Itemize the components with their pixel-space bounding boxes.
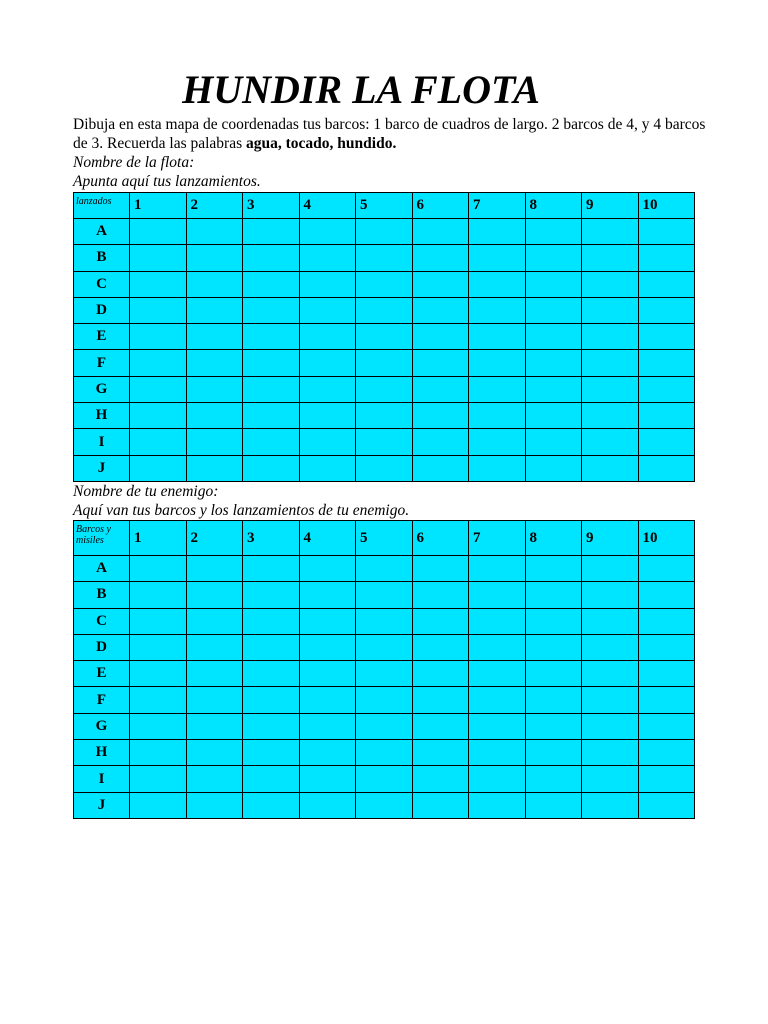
grid-cell[interactable] <box>638 661 695 687</box>
row-header: G <box>74 713 130 739</box>
grid-cell[interactable] <box>638 324 695 350</box>
grid-cell[interactable] <box>243 661 300 687</box>
row-header: D <box>74 297 130 323</box>
grid-cell[interactable] <box>186 634 243 660</box>
grid-cell[interactable] <box>525 687 582 713</box>
grid-cell[interactable] <box>469 713 526 739</box>
grid-cell[interactable] <box>412 429 469 455</box>
column-header: 8 <box>525 193 582 219</box>
grid-cell[interactable] <box>356 245 413 271</box>
grid-cell[interactable] <box>525 455 582 481</box>
grid-cell[interactable] <box>582 324 639 350</box>
grid-cell[interactable] <box>582 455 639 481</box>
column-header: 4 <box>299 193 356 219</box>
grid-cell[interactable] <box>186 661 243 687</box>
shots-label: Apunta aquí tus lanzamientos. <box>73 173 261 190</box>
grid-cell[interactable] <box>412 766 469 792</box>
grid-cell[interactable] <box>186 740 243 766</box>
grid-cell[interactable] <box>582 297 639 323</box>
grid-cell[interactable] <box>412 740 469 766</box>
grid-row <box>74 582 695 608</box>
grid-cell[interactable] <box>356 271 413 297</box>
grid-cell[interactable] <box>186 792 243 818</box>
column-header: 10 <box>638 521 695 556</box>
instructions <box>73 115 723 153</box>
grid-cell[interactable] <box>412 582 469 608</box>
grid-cell[interactable] <box>412 376 469 402</box>
grid-cell[interactable] <box>638 376 695 402</box>
grid-cell[interactable] <box>356 713 413 739</box>
instructions-text: Dibuja en esta mapa de coordenadas tus barcos: 1 barco de cuadros de largo. 2 barcos de 4, y 4 barcos de 3. Recuerda las palabras <box>73 116 706 152</box>
grid-cell[interactable] <box>243 455 300 481</box>
grid-cell[interactable] <box>356 403 413 429</box>
grid-cell[interactable] <box>299 792 356 818</box>
grid-cell[interactable] <box>469 687 526 713</box>
grid-cell[interactable] <box>186 429 243 455</box>
grid-row <box>74 219 695 245</box>
grid-cell[interactable] <box>356 661 413 687</box>
grid-cell[interactable] <box>638 556 695 582</box>
grid-cell[interactable] <box>243 766 300 792</box>
grid-cell[interactable] <box>299 455 356 481</box>
grid-cell[interactable] <box>130 582 187 608</box>
grid-cell[interactable] <box>299 766 356 792</box>
grid-cell[interactable] <box>412 661 469 687</box>
grid-cell[interactable] <box>299 556 356 582</box>
header-row <box>74 521 695 556</box>
grid-cell[interactable] <box>525 713 582 739</box>
grid-cell[interactable] <box>356 687 413 713</box>
column-header: 9 <box>582 521 639 556</box>
grid-cell[interactable] <box>356 219 413 245</box>
grid-row <box>74 245 695 271</box>
grid-cell[interactable] <box>130 766 187 792</box>
grid-cell[interactable] <box>469 324 526 350</box>
grid-cell[interactable] <box>299 740 356 766</box>
grid-cell[interactable] <box>130 219 187 245</box>
grid-cell[interactable] <box>243 582 300 608</box>
grid-cell[interactable] <box>582 740 639 766</box>
grid-cell[interactable] <box>299 608 356 634</box>
row-header: F <box>74 687 130 713</box>
grid-cell[interactable] <box>469 455 526 481</box>
row-header: G <box>74 376 130 402</box>
row-header: C <box>74 271 130 297</box>
grid-row <box>74 740 695 766</box>
grid-cell[interactable] <box>243 324 300 350</box>
grid-cell[interactable] <box>469 766 526 792</box>
grid-cell[interactable] <box>582 219 639 245</box>
grid-cell[interactable] <box>356 766 413 792</box>
grid-cell[interactable] <box>469 634 526 660</box>
grid-cell[interactable] <box>412 324 469 350</box>
row-header: B <box>74 245 130 271</box>
grid-cell[interactable] <box>638 455 695 481</box>
grid-cell[interactable] <box>299 219 356 245</box>
grid-cell[interactable] <box>186 324 243 350</box>
grid-cell[interactable] <box>412 687 469 713</box>
row-header: E <box>74 661 130 687</box>
grid-cell[interactable] <box>412 634 469 660</box>
grid-cell[interactable] <box>186 271 243 297</box>
shots-grid <box>73 192 695 482</box>
grid-cell[interactable] <box>130 245 187 271</box>
grid-cell[interactable] <box>186 687 243 713</box>
grid-cell[interactable] <box>525 634 582 660</box>
grid-cell[interactable] <box>525 245 582 271</box>
grid-cell[interactable] <box>130 556 187 582</box>
grid-cell[interactable] <box>130 713 187 739</box>
grid-cell[interactable] <box>525 608 582 634</box>
grid-cell[interactable] <box>130 661 187 687</box>
grid-cell[interactable] <box>186 403 243 429</box>
grid-cell[interactable] <box>186 713 243 739</box>
grid-cell[interactable] <box>130 792 187 818</box>
grid-cell[interactable] <box>299 687 356 713</box>
grid-cell[interactable] <box>582 556 639 582</box>
ships-grid <box>73 520 695 819</box>
grid-cell[interactable] <box>186 219 243 245</box>
grid-cell[interactable] <box>582 376 639 402</box>
grid-cell[interactable] <box>243 403 300 429</box>
grid-cell[interactable] <box>525 766 582 792</box>
page-title: HUNDIR LA FLOTA <box>182 67 540 112</box>
grid-cell[interactable] <box>582 582 639 608</box>
grid-cell[interactable] <box>525 792 582 818</box>
grid-cell[interactable] <box>186 297 243 323</box>
grid-cell[interactable] <box>638 687 695 713</box>
column-header: 7 <box>469 521 526 556</box>
grid-cell[interactable] <box>469 740 526 766</box>
grid-row <box>74 713 695 739</box>
corner-label: lanzados <box>74 193 130 219</box>
grid-cell[interactable] <box>299 271 356 297</box>
grid-cell[interactable] <box>186 582 243 608</box>
grid-cell[interactable] <box>412 608 469 634</box>
column-header: 3 <box>243 521 300 556</box>
grid-cell[interactable] <box>186 245 243 271</box>
grid-cell[interactable] <box>356 740 413 766</box>
column-header: 3 <box>243 193 300 219</box>
grid-cell[interactable] <box>299 582 356 608</box>
grid-cell[interactable] <box>130 376 187 402</box>
grid-cell[interactable] <box>469 350 526 376</box>
grid-cell[interactable] <box>186 556 243 582</box>
grid-cell[interactable] <box>299 403 356 429</box>
grid-cell[interactable] <box>525 661 582 687</box>
row-header: A <box>74 219 130 245</box>
grid-cell[interactable] <box>130 455 187 481</box>
grid-row <box>74 350 695 376</box>
column-header: 5 <box>356 193 413 219</box>
grid-cell[interactable] <box>130 297 187 323</box>
grid-cell[interactable] <box>582 403 639 429</box>
grid-cell[interactable] <box>356 455 413 481</box>
grid-cell[interactable] <box>243 350 300 376</box>
row-header: H <box>74 403 130 429</box>
grid-cell[interactable] <box>243 713 300 739</box>
grid-cell[interactable] <box>638 297 695 323</box>
grid-row <box>74 687 695 713</box>
grid-cell[interactable] <box>582 713 639 739</box>
column-header: 10 <box>638 193 695 219</box>
grid-cell[interactable] <box>469 403 526 429</box>
grid-cell[interactable] <box>582 608 639 634</box>
grid-cell[interactable] <box>130 324 187 350</box>
grid-row <box>74 661 695 687</box>
row-header: H <box>74 740 130 766</box>
grid-cell[interactable] <box>130 271 187 297</box>
grid-cell[interactable] <box>412 403 469 429</box>
grid-cell[interactable] <box>130 687 187 713</box>
grid-cell[interactable] <box>638 582 695 608</box>
grid-cell[interactable] <box>299 661 356 687</box>
grid-cell[interactable] <box>638 634 695 660</box>
grid-cell[interactable] <box>356 582 413 608</box>
column-header: 7 <box>469 193 526 219</box>
grid-cell[interactable] <box>469 297 526 323</box>
grid-row <box>74 297 695 323</box>
grid-cell[interactable] <box>243 634 300 660</box>
grid-cell[interactable] <box>525 271 582 297</box>
grid-cell[interactable] <box>469 245 526 271</box>
grid-cell[interactable] <box>299 245 356 271</box>
grid-row <box>74 556 695 582</box>
column-header: 5 <box>356 521 413 556</box>
grid-row <box>74 429 695 455</box>
row-header: J <box>74 455 130 481</box>
grid-cell[interactable] <box>299 429 356 455</box>
grid-cell[interactable] <box>356 324 413 350</box>
grid-cell[interactable] <box>412 792 469 818</box>
grid-cell[interactable] <box>638 245 695 271</box>
grid-cell[interactable] <box>299 376 356 402</box>
grid-cell[interactable] <box>299 634 356 660</box>
grid-cell[interactable] <box>582 429 639 455</box>
column-header: 1 <box>130 521 187 556</box>
grid-cell[interactable] <box>469 271 526 297</box>
grid-cell[interactable] <box>186 608 243 634</box>
column-header: 8 <box>525 521 582 556</box>
grid-cell[interactable] <box>186 455 243 481</box>
grid-cell[interactable] <box>525 324 582 350</box>
row-header: J <box>74 792 130 818</box>
enemy-shots-label: Aquí van tus barcos y los lanzamientos de tu enemigo. <box>73 502 410 519</box>
grid-cell[interactable] <box>412 556 469 582</box>
column-header: 6 <box>412 521 469 556</box>
grid-cell[interactable] <box>469 429 526 455</box>
grid-cell[interactable] <box>582 766 639 792</box>
row-header: I <box>74 429 130 455</box>
grid-cell[interactable] <box>525 297 582 323</box>
grid-cell[interactable] <box>469 376 526 402</box>
grid-cell[interactable] <box>412 245 469 271</box>
grid-cell[interactable] <box>243 556 300 582</box>
grid-cell[interactable] <box>525 740 582 766</box>
grid-cell[interactable] <box>582 687 639 713</box>
grid-cell[interactable] <box>582 661 639 687</box>
grid-cell[interactable] <box>243 297 300 323</box>
grid-row <box>74 634 695 660</box>
grid-cell[interactable] <box>638 350 695 376</box>
grid-cell[interactable] <box>356 350 413 376</box>
grid-cell[interactable] <box>525 403 582 429</box>
grid-cell[interactable] <box>638 608 695 634</box>
header-row <box>74 193 695 219</box>
grid-cell[interactable] <box>638 766 695 792</box>
grid-cell[interactable] <box>582 350 639 376</box>
grid-cell[interactable] <box>130 350 187 376</box>
column-header: 6 <box>412 193 469 219</box>
grid-cell[interactable] <box>356 608 413 634</box>
grid-cell[interactable] <box>299 324 356 350</box>
grid-cell[interactable] <box>525 582 582 608</box>
column-header: 9 <box>582 193 639 219</box>
grid-row <box>74 376 695 402</box>
corner-label: Barcos y misiles <box>74 521 130 556</box>
grid-cell[interactable] <box>130 634 187 660</box>
grid-cell[interactable] <box>299 350 356 376</box>
grid-cell[interactable] <box>356 429 413 455</box>
grid-cell[interactable] <box>243 740 300 766</box>
grid-cell[interactable] <box>469 608 526 634</box>
instructions-keywords: agua, tocado, hundido. <box>246 135 397 152</box>
grid-cell[interactable] <box>243 687 300 713</box>
grid-cell[interactable] <box>638 713 695 739</box>
grid-cell[interactable] <box>525 219 582 245</box>
grid-cell[interactable] <box>469 556 526 582</box>
grid-cell[interactable] <box>243 219 300 245</box>
column-header: 2 <box>186 521 243 556</box>
enemy-name-label: Nombre de tu enemigo: <box>73 483 219 500</box>
grid-cell[interactable] <box>243 429 300 455</box>
grid-cell[interactable] <box>412 713 469 739</box>
grid-row <box>74 792 695 818</box>
grid-cell[interactable] <box>525 556 582 582</box>
grid-row <box>74 455 695 481</box>
fleet-name-label: Nombre de la flota: <box>73 154 195 171</box>
grid-cell[interactable] <box>130 429 187 455</box>
grid-cell[interactable] <box>412 455 469 481</box>
column-header: 2 <box>186 193 243 219</box>
grid-cell[interactable] <box>356 297 413 323</box>
grid-cell[interactable] <box>412 297 469 323</box>
grid-cell[interactable] <box>638 429 695 455</box>
column-header: 4 <box>299 521 356 556</box>
grid-row <box>74 608 695 634</box>
grid-cell[interactable] <box>469 792 526 818</box>
grid-cell[interactable] <box>638 403 695 429</box>
grid-row <box>74 766 695 792</box>
grid-cell[interactable] <box>130 608 187 634</box>
grid-cell[interactable] <box>582 792 639 818</box>
grid-cell[interactable] <box>243 608 300 634</box>
grid-cell[interactable] <box>469 582 526 608</box>
grid-cell[interactable] <box>525 429 582 455</box>
grid-cell[interactable] <box>186 350 243 376</box>
column-header: 1 <box>130 193 187 219</box>
row-header: F <box>74 350 130 376</box>
grid-cell[interactable] <box>638 219 695 245</box>
row-header: D <box>74 634 130 660</box>
grid-cell[interactable] <box>582 634 639 660</box>
grid-cell[interactable] <box>412 350 469 376</box>
grid-cell[interactable] <box>525 350 582 376</box>
grid-cell[interactable] <box>582 271 639 297</box>
grid-cell[interactable] <box>243 376 300 402</box>
grid-cell[interactable] <box>356 792 413 818</box>
grid-cell[interactable] <box>356 376 413 402</box>
grid-row <box>74 271 695 297</box>
grid-cell[interactable] <box>243 245 300 271</box>
grid-row <box>74 403 695 429</box>
row-header: A <box>74 556 130 582</box>
grid-cell[interactable] <box>130 403 187 429</box>
grid-cell[interactable] <box>412 271 469 297</box>
grid-cell[interactable] <box>412 219 469 245</box>
grid-cell[interactable] <box>638 792 695 818</box>
grid-cell[interactable] <box>243 271 300 297</box>
grid-cell[interactable] <box>525 376 582 402</box>
grid-cell[interactable] <box>469 661 526 687</box>
row-header: I <box>74 766 130 792</box>
row-header: E <box>74 324 130 350</box>
grid-cell[interactable] <box>638 740 695 766</box>
grid-cell[interactable] <box>356 556 413 582</box>
grid-row <box>74 324 695 350</box>
grid-cell[interactable] <box>299 297 356 323</box>
grid-cell[interactable] <box>469 219 526 245</box>
row-header: B <box>74 582 130 608</box>
grid-cell[interactable] <box>356 634 413 660</box>
grid-cell[interactable] <box>130 740 187 766</box>
grid-cell[interactable] <box>243 792 300 818</box>
grid-cell[interactable] <box>582 245 639 271</box>
grid-cell[interactable] <box>186 376 243 402</box>
grid-cell[interactable] <box>638 271 695 297</box>
grid-cell[interactable] <box>299 713 356 739</box>
grid-cell[interactable] <box>186 766 243 792</box>
row-header: C <box>74 608 130 634</box>
